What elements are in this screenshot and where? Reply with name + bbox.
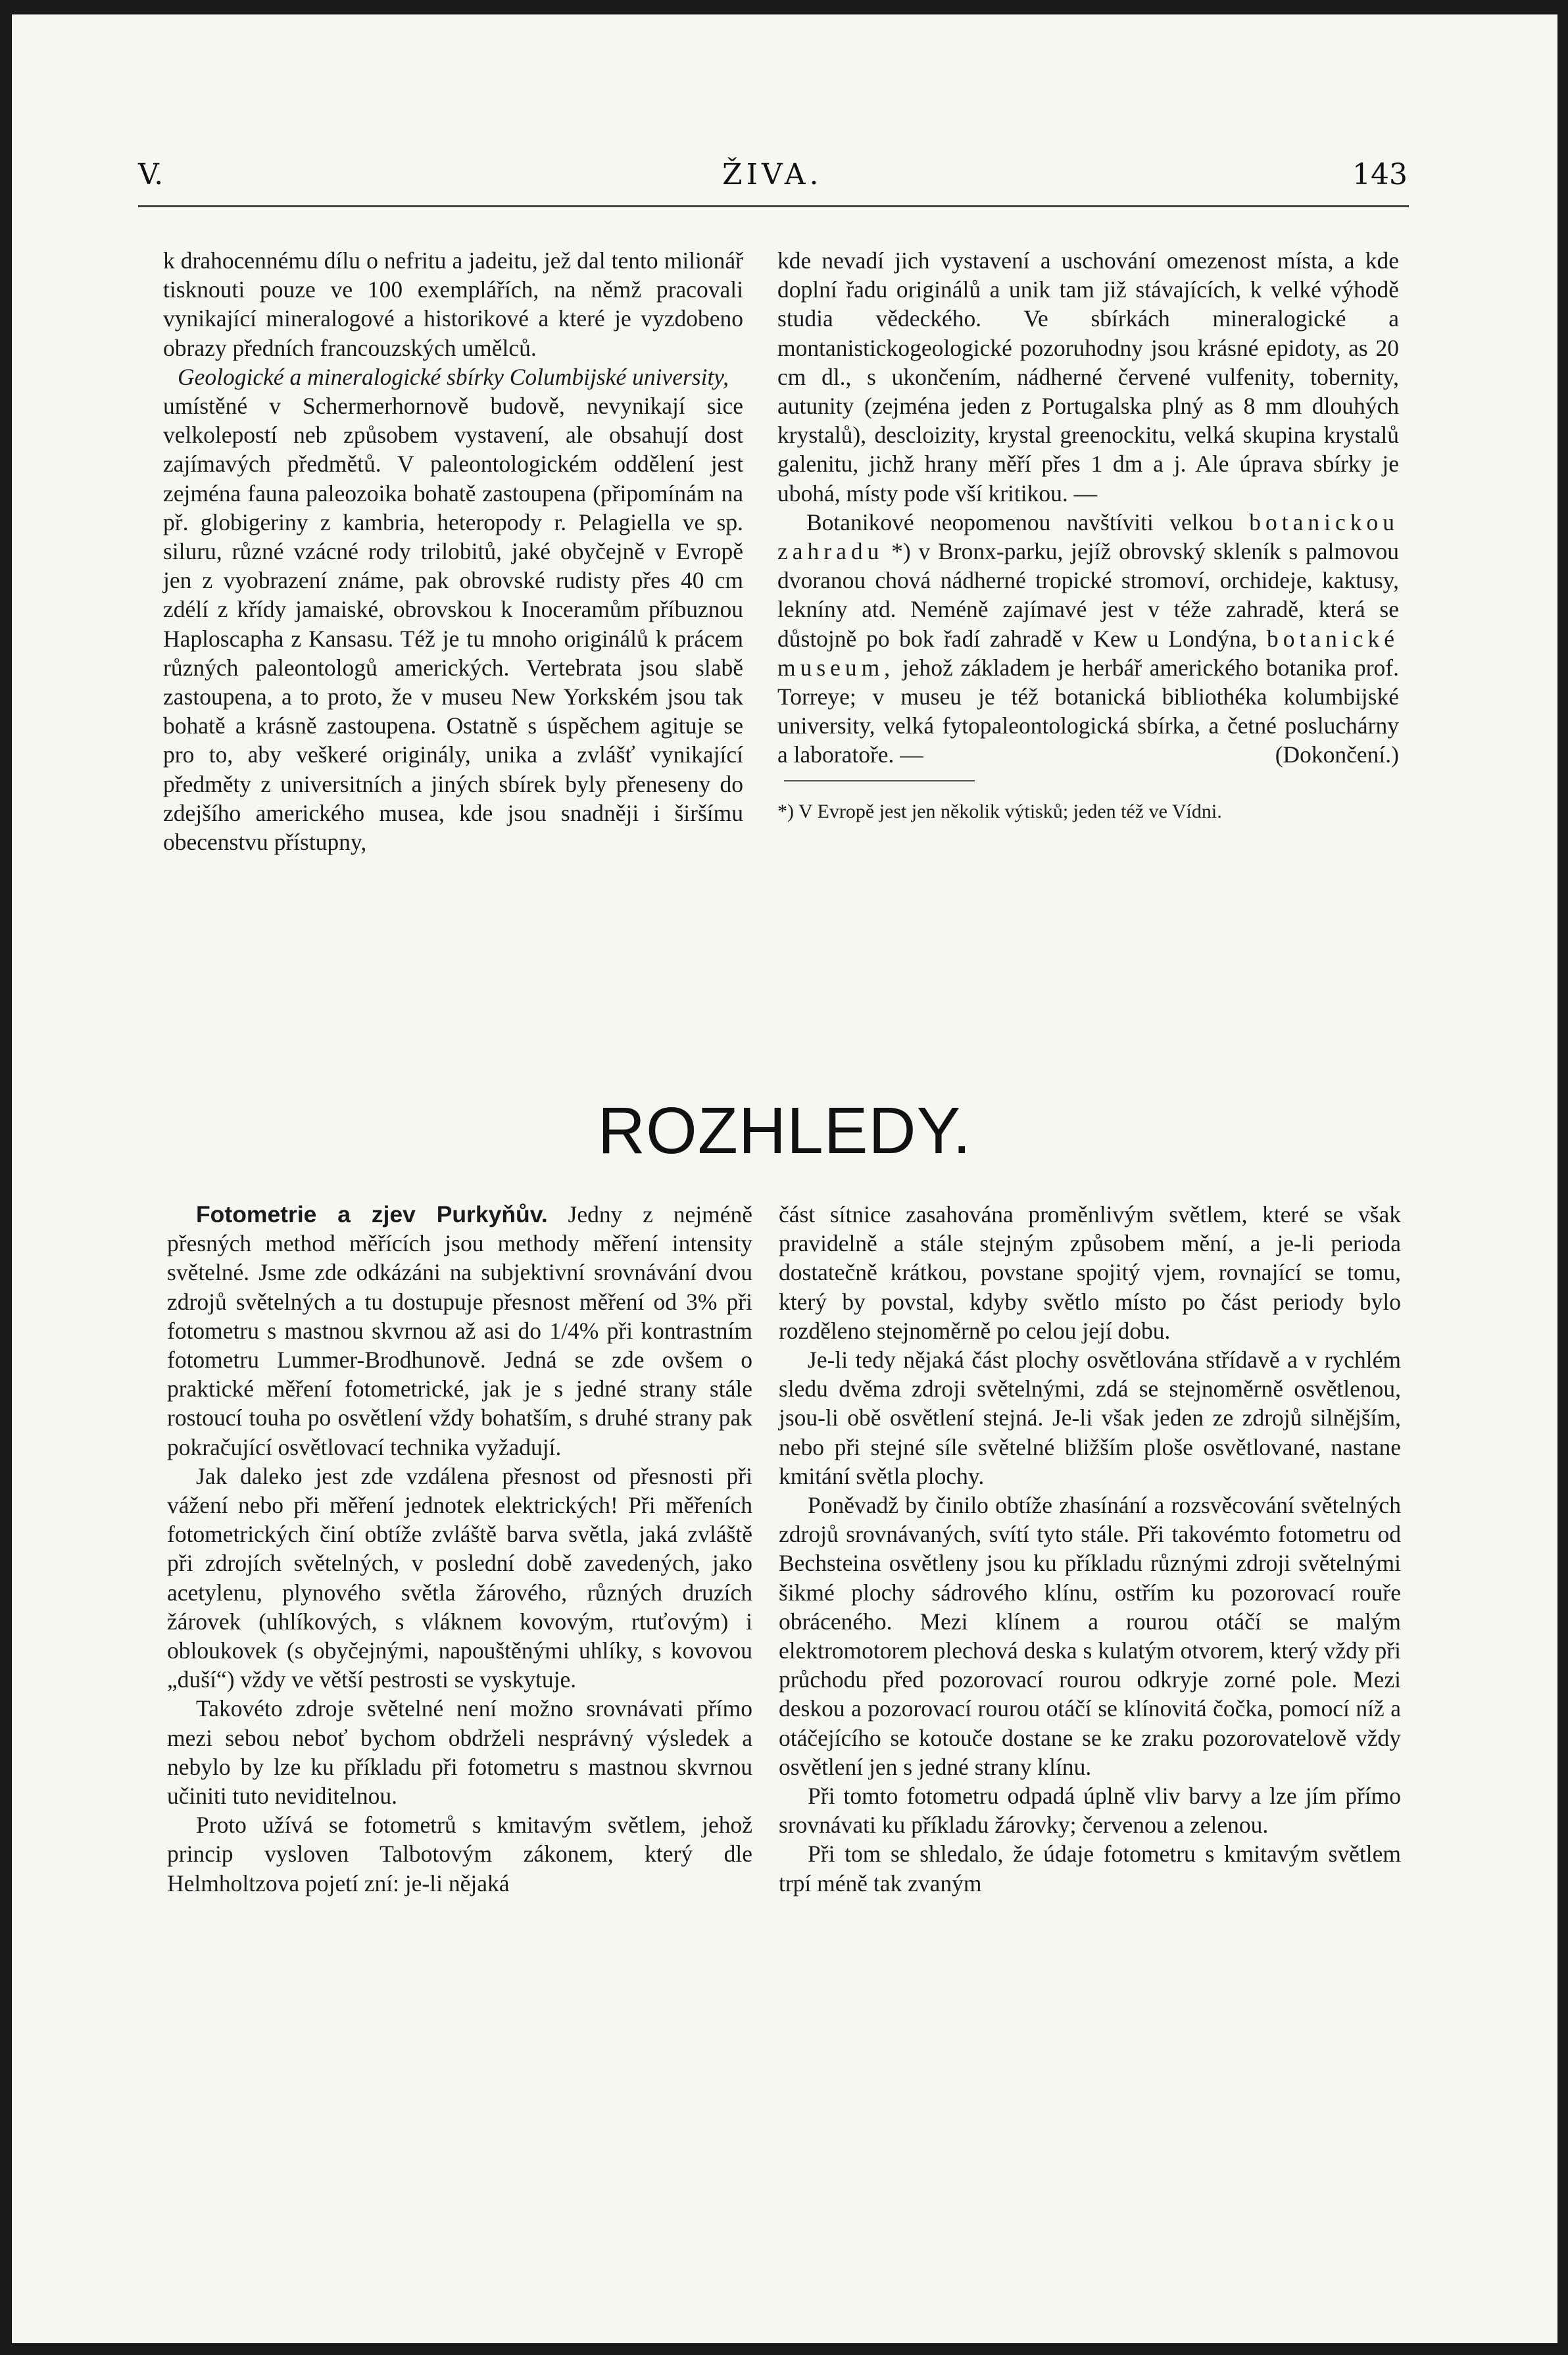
top-left-column <box>163 246 743 856</box>
paragraph: k drahocennému dílu o nefritu a jadeitu, jež dal tento milionář tisknouti pouze ve 100 exemplářích, na němž pracovali vynikající mineralogové a historikové a které je vyzdobeno obrazy předních francouzských umělců. <box>163 247 743 361</box>
paragraph: kde nevadí jich vystavení a uschování omezenost místa, a kde doplní řadu originálů a unik tam již stávajících, k velké výhodě studia vědeckého. Ve sbírkách mineralogické a montanistickogeologické pozoruhodny jsou krásné epidoty, as 20 cm dl., s ukončením, nádherné červené vulfenity, tobernity, autunity (zejména jeden z Portugalska plný as 8 mm dlouhých krystalů), descloizity, krystal greenockitu, velká skupina krystalů galenitu, jichž hrany měří přes 1 dm a j. Ale úprava sbírky je ubohá, místy pode vší kritikou. — <box>777 247 1399 507</box>
volume-number: V. <box>138 158 164 191</box>
continuation-note: (Dokončení.) <box>1275 741 1399 768</box>
spaced-text: botanickou zahradu <box>777 508 1399 565</box>
paragraph: Takovéto zdroje světelné není možno srovnávati přímo mezi sebou neboť bychom obdrželi nesprávný výsledek a nebylo by lze ku příkladu při fotometru s mastnou skvrnou učiniti tuto neviditelnou. <box>167 1695 752 1810</box>
paragraph: umístěné v Schermerhornově budově, nevynikají sice velkolepostí neb způsobem vystavení, ale obsahují dost zajímavých předmětů. V paleontologickém oddělení jest zejména fauna paleozoika bohatě zastoupena (připomínám na př. globigeriny z kambria, heteropody r. Pelagiella ve sp. siluru, různé vzácné rody trilobitů, jaké obyčejně v Evropě jen z vyobrazení známe, pak obrovské rudisty přes 40 cm zdélí z křídy jamaiské, obrovskou k Inoceramům příbuznou Haploscapha z Kansasu. Též je tu mnoho originálů k prácem různých paleontologů amerických. Vertebrata jsou slabě zastoupena, a to proto, že v museu New Yorkském jsou tak bohatě a krásně zastoupena. Ostatně s úspěchem agituje se pro to, aby veškeré originály, unika a zvlášť vynikající předměty z universitních a jiných sbírek byly přeneseny do zdejšího amerického musea, kde jsou snadněji i širšímu obecenstvu přístupny, <box>163 393 743 856</box>
paragraph <box>167 1200 752 1462</box>
text-run: jehož základem je herbář amerického botanika prof. Torreye; v museu je též botanická bibliothéka kolumbijské university, velká fytopaleontologická sbírka, a četné posluchárny a laboratoře. — <box>777 654 1399 768</box>
page-number: 143 <box>1352 158 1408 191</box>
paragraph: Při tomto fotometru odpadá úplně vliv barvy a lze jím přímo srovnávati ku příkladu žárovky; červenou a zelenou. <box>779 1783 1401 1839</box>
journal-title: ŽIVA. <box>722 158 823 191</box>
bottom-left-column <box>167 1200 752 1898</box>
paragraph: Jak daleko jest zde vzdálena přesnost od přesnosti při vážení nebo při měření jednotek elektrických! Při měřeních fotometrických činí obtíže zvláště barva světla, jaká zvláště při zdrojích světelných, v poslední době zavedených, jako acetylenu, plynového světla žárového, různých druzích žárovek (uhlíkových, s vláknem kovovým, rtuťovým) i obloukovek (s obyčejnými, napouštěnými uhlíky, s kovovou „duší“) vždy ve větší pestrosti se vyskytuje. <box>167 1462 752 1693</box>
footnote-rule <box>784 780 975 781</box>
paragraph: Proto užívá se fotometrů s kmitavým světlem, jehož princip vysloven Talbotovým zákonem, který dle Helmholtzova pojetí zní: je-li nějaká <box>167 1812 752 1896</box>
subsection-heading: Geologické a mineralogické sbírky Columbijské university, <box>178 363 729 390</box>
paragraph <box>777 508 1399 770</box>
top-right-column <box>777 246 1399 825</box>
paragraph: část sítnice zasahována proměnlivým světlem, které se však pravidelně a stále stejným způsobem mění, a je-li perioda dostatečně krátkou, povstane spojitý vjem, rovnající se tomu, který by povstal, kdyby světlo místo po část periody bylo rozděleno stejnoměrně po celou její dobu. <box>779 1201 1401 1344</box>
header-rule <box>138 205 1409 207</box>
paragraph: Při tom se shledalo, že údaje fotometru s kmitavým světlem trpí méně tak zvaným <box>779 1841 1401 1896</box>
text-run: Jedny z nejméně přesných method měřících jsou methody měření intensity světelné. Jsme zde odkázáni na subjektivní srovnávání dvou zdrojů světelných a tu dostupuje přesnost měření od 3% při fotometru s mastnou skvrnou až asi do 1/4% při kontrastním fotometru Lummer-Brodhunově. Jedná se zde ovšem o praktické měření fotometrické, jak je s jedné strany stále rostoucí touha po osvětlení vždy bohatším, s druhé strany pak pokračující osvětlovací technika vyžadují. <box>167 1201 752 1460</box>
text-run: Botanikové neopomenou navštíviti velkou <box>806 508 1233 535</box>
paragraph: Je-li tedy nějaká část plochy osvětlována střídavě a v rychlém sledu dvěma zdroji světelnými, zdá se stejnoměrně osvětlenou, jsou-li obě osvětlení stejná. Je-li však jeden ze zdrojů silnějším, nebo při stejné síle světelné bližším ploše osvětlované, nastane kmitání světla plochy. <box>779 1347 1401 1489</box>
spaced-text: botanické museum, <box>777 625 1400 681</box>
bottom-right-column <box>779 1200 1401 1898</box>
footnote: *) V Evropě jest jen několik výtisků; jeden též ve Vídni. <box>777 800 1222 822</box>
section-title: ROZHLEDY. <box>597 1094 972 1168</box>
text-run: *) v Bronx-parku, jejíž obrovský skleník s palmovou dvoranou chová nádherné tropické stromoví, orchideje, kaktusy, lekníny atd. Neméně zajímavé jest v téže zahradě, která se důstojně po bok řadí zahradě v Kew u Londýna, <box>777 538 1399 652</box>
paragraph: Poněvadž by činilo obtíže zhasínání a rozsvěcování světelných zdrojů srovnávaných, svítí tyto stále. Při takovémto fotometru od Bechsteina osvětleny jsou ku příkladu různými zdroji světelnými šikmé plochy sádrového klínu, ostřím ku pozorovací rouře obráceného. Mezi klínem a rourou otáčí se malým elektromotorem plechová deska s kulatým otvorem, který vždy při průchodu před pozorovací rourou odkryje zorné pole. Mezi deskou a pozorovací rourou otáčí se klínovitá čočka, pomocí níž a otáčejícího se kotouče dostane se ke zraku pozorovatelově vždy osvětlení jen s jedné strany klínu. <box>779 1492 1401 1780</box>
running-header <box>138 158 1408 204</box>
article-lead: Fotometrie a zjev Purkyňův. <box>196 1201 548 1227</box>
page <box>12 14 1557 2343</box>
